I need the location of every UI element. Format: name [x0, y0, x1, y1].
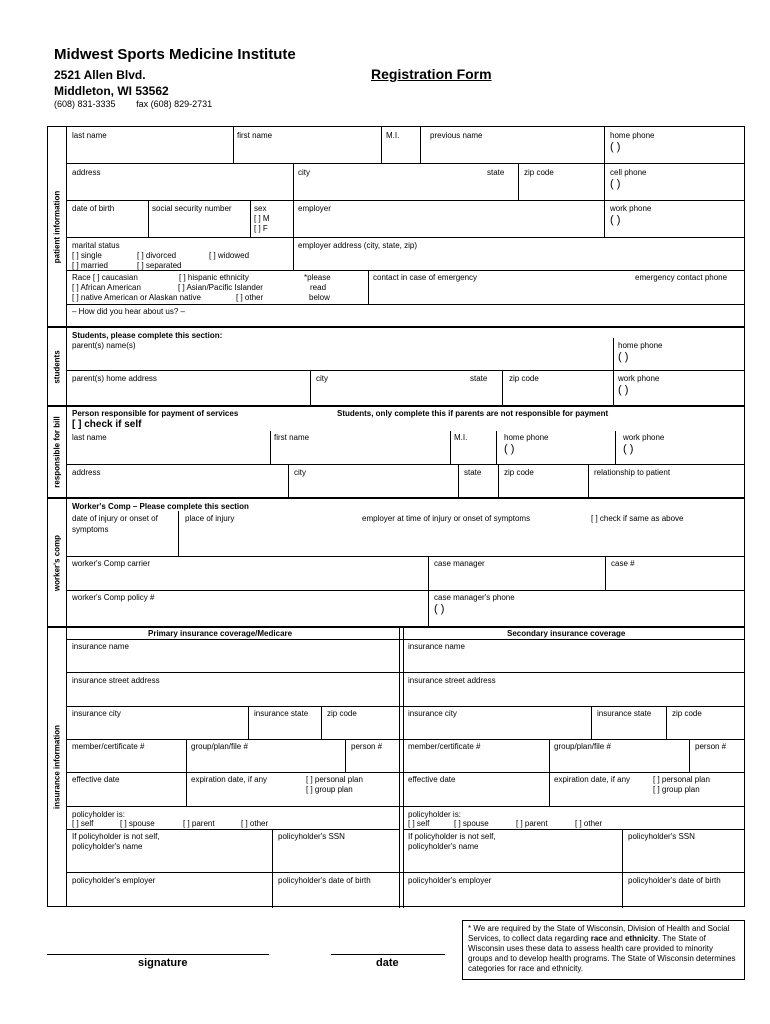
- secondary-state-field[interactable]: insurance state: [597, 709, 652, 718]
- sex-label: sex: [254, 204, 267, 213]
- primary-effective-field[interactable]: effective date: [72, 775, 120, 784]
- secondary-group-plan-checkbox[interactable]: [ ] group plan: [653, 785, 700, 794]
- injury-symptoms-label: symptoms: [72, 525, 109, 534]
- read-note: read: [310, 283, 327, 292]
- case-manager-phone-field[interactable]: case manager's phone: [434, 593, 515, 602]
- students-heading: Students, please complete this section:: [72, 331, 223, 340]
- case-manager-field[interactable]: case manager: [434, 559, 485, 568]
- bill-mi-field[interactable]: M.I.: [454, 433, 468, 442]
- billing-heading: Person responsible for payment of services: [72, 409, 239, 418]
- home-phone-paren: ( ): [610, 141, 621, 153]
- bill-city-field[interactable]: city: [294, 468, 306, 477]
- employer-at-injury-field[interactable]: employer at time of injury or onset of symptoms: [362, 514, 531, 523]
- race-ethnicity-notice: * We are required by the State of Wisconsin, Division of Health and Social Services, to collect data regarding race and ethnicity. The State of Wisconsin uses these data to assess health care provided to minority groups and to develop health programs. The State of Wisconsin determines categories for race and ethnicity.: [462, 920, 745, 980]
- primary-ph-dob-field[interactable]: policyholder's date of birth: [278, 876, 371, 885]
- parent-city-field[interactable]: city: [316, 374, 328, 383]
- primary-city-field[interactable]: insurance city: [72, 709, 121, 718]
- primary-ph-ssn-field[interactable]: policyholder's SSN: [278, 832, 345, 841]
- student-home-phone-paren: ( ): [618, 351, 629, 363]
- last-name-field[interactable]: last name: [72, 131, 107, 140]
- secondary-insurance-name-field[interactable]: insurance name: [408, 642, 465, 651]
- cell-phone-field[interactable]: cell phone: [610, 168, 647, 177]
- sex-m-checkbox[interactable]: [ ] M: [254, 214, 270, 223]
- hispanic-checkbox[interactable]: [ ] hispanic ethnicity: [179, 273, 249, 282]
- african-american-checkbox[interactable]: [ ] African American: [72, 283, 141, 292]
- employer-address-field[interactable]: employer address (city, state, zip): [298, 241, 418, 250]
- sex-f-checkbox[interactable]: [ ] F: [254, 224, 268, 233]
- bill-first-name-field[interactable]: first name: [274, 433, 310, 442]
- note-race-emphasis: race: [590, 934, 608, 943]
- city-address: Middleton, WI 53562: [54, 84, 169, 98]
- primary-self-checkbox[interactable]: [ ] self: [72, 819, 94, 828]
- secondary-member-field[interactable]: member/certificate #: [408, 742, 481, 751]
- check-if-self-checkbox[interactable]: [ ] check if self: [72, 419, 142, 430]
- bill-work-phone-paren: ( ): [623, 443, 634, 455]
- workers-comp-heading: Worker's Comp – Please complete this section: [72, 502, 249, 511]
- below-note: below: [309, 293, 330, 302]
- primary-member-field[interactable]: member/certificate #: [72, 742, 145, 751]
- married-checkbox[interactable]: [ ] married: [72, 261, 109, 270]
- date-line[interactable]: [331, 954, 445, 955]
- secondary-personal-plan-checkbox[interactable]: [ ] personal plan: [653, 775, 710, 784]
- primary-person-field[interactable]: person #: [351, 742, 383, 751]
- injury-date-field[interactable]: date of injury or onset of: [72, 514, 158, 523]
- primary-street-field[interactable]: insurance street address: [72, 676, 160, 685]
- native-american-checkbox[interactable]: [ ] native American or Alaskan native: [72, 293, 201, 302]
- secondary-street-field[interactable]: insurance street address: [408, 676, 496, 685]
- secondary-ph-name-field[interactable]: policyholder's name: [408, 842, 479, 851]
- secondary-zip-field[interactable]: zip code: [672, 709, 702, 718]
- separated-checkbox[interactable]: [ ] separated: [137, 261, 182, 270]
- case-number-field[interactable]: case #: [611, 559, 635, 568]
- single-checkbox[interactable]: [ ] single: [72, 251, 102, 260]
- home-phone-field[interactable]: home phone: [610, 131, 655, 140]
- emergency-phone-field[interactable]: emergency contact phone: [635, 273, 728, 282]
- patient-side-label: patient information: [48, 127, 67, 326]
- please-note: *please: [304, 273, 331, 282]
- students-section: [47, 327, 745, 406]
- billing-section: [47, 406, 745, 498]
- primary-if-not-self-label: If policyholder is not self,: [72, 832, 160, 841]
- primary-zip-field[interactable]: zip code: [327, 709, 357, 718]
- other-race-checkbox[interactable]: [ ] other: [236, 293, 264, 302]
- bill-home-phone-paren: ( ): [504, 443, 515, 455]
- secondary-city-field[interactable]: insurance city: [408, 709, 457, 718]
- secondary-spouse-checkbox[interactable]: [ ] spouse: [454, 819, 489, 828]
- secondary-person-field[interactable]: person #: [695, 742, 727, 751]
- parent-address-field[interactable]: parent(s) home address: [72, 374, 157, 383]
- bill-state-field[interactable]: state: [464, 468, 482, 477]
- secondary-self-checkbox[interactable]: [ ] self: [408, 819, 430, 828]
- date-label: date: [376, 957, 399, 969]
- comp-carrier-field[interactable]: worker's Comp carrier: [72, 559, 150, 568]
- marital-status-label: marital status: [72, 241, 120, 250]
- dob-field[interactable]: date of birth: [72, 204, 115, 213]
- employer-field[interactable]: employer: [298, 204, 331, 213]
- street-address: 2521 Allen Blvd.: [54, 68, 146, 82]
- city-field[interactable]: city: [298, 168, 310, 177]
- first-name-field[interactable]: first name: [237, 131, 273, 140]
- secondary-expiration-field[interactable]: expiration date, if any: [554, 775, 631, 784]
- bill-work-phone-field[interactable]: work phone: [623, 433, 665, 442]
- secondary-ph-employer-field[interactable]: policyholder's employer: [408, 876, 492, 885]
- previous-name-field[interactable]: previous name: [430, 131, 483, 140]
- signature-line[interactable]: [47, 954, 269, 955]
- comp-policy-field[interactable]: worker's Comp policy #: [72, 593, 155, 602]
- secondary-insurance-heading: Secondary insurance coverage: [507, 629, 626, 638]
- primary-other-checkbox[interactable]: [ ] other: [241, 819, 269, 828]
- mi-field[interactable]: M.I.: [386, 131, 400, 140]
- insurance-section: [47, 627, 745, 907]
- work-phone-field[interactable]: work phone: [610, 204, 652, 213]
- primary-ph-employer-field[interactable]: policyholder's employer: [72, 876, 156, 885]
- primary-ph-name-field[interactable]: policyholder's name: [72, 842, 143, 851]
- bill-home-phone-field[interactable]: home phone: [504, 433, 549, 442]
- primary-group-field[interactable]: group/plan/file #: [191, 742, 248, 751]
- primary-policyholder-label: policyholder is:: [72, 810, 125, 819]
- parent-names-field[interactable]: parent(s) name(s): [72, 341, 136, 350]
- secondary-if-not-self-label: If policyholder is not self,: [408, 832, 496, 841]
- organization-name: Midwest Sports Medicine Institute: [54, 46, 296, 63]
- primary-personal-plan-checkbox[interactable]: [ ] personal plan: [306, 775, 363, 784]
- address-field[interactable]: address: [72, 168, 101, 177]
- state-field[interactable]: state: [487, 168, 505, 177]
- parent-zip-field[interactable]: zip code: [509, 374, 539, 383]
- bill-address-field[interactable]: address: [72, 468, 101, 477]
- primary-state-field[interactable]: insurance state: [254, 709, 309, 718]
- case-manager-phone-paren: ( ): [434, 603, 445, 615]
- place-of-injury-field[interactable]: place of injury: [185, 514, 235, 523]
- parent-state-field[interactable]: state: [470, 374, 488, 383]
- secondary-policyholder-label: policyholder is:: [408, 810, 461, 819]
- race-caucasian-checkbox[interactable]: Race [ ] caucasian: [72, 273, 138, 282]
- bill-last-name-field[interactable]: last name: [72, 433, 107, 442]
- fax-number: fax (608) 829-2731: [136, 99, 213, 109]
- same-as-above-checkbox[interactable]: [ ] check if same as above: [591, 514, 684, 523]
- emergency-contact-field[interactable]: contact in case of emergency: [373, 273, 478, 282]
- ssn-field[interactable]: social security number: [152, 204, 232, 213]
- signature-label: signature: [138, 957, 188, 969]
- secondary-other-checkbox[interactable]: [ ] other: [575, 819, 603, 828]
- how-did-you-hear-field[interactable]: – How did you hear about us? –: [72, 307, 185, 316]
- secondary-ph-ssn-field[interactable]: policyholder's SSN: [628, 832, 695, 841]
- relationship-field[interactable]: relationship to patient: [594, 468, 671, 477]
- widowed-checkbox[interactable]: [ ] widowed: [209, 251, 250, 260]
- insurance-side-label: insurance information: [48, 628, 67, 906]
- primary-insurance-heading: Primary insurance coverage/Medicare: [148, 629, 293, 638]
- secondary-effective-field[interactable]: effective date: [408, 775, 456, 784]
- primary-insurance-name-field[interactable]: insurance name: [72, 642, 129, 651]
- phone-number: (608) 831-3335: [54, 99, 116, 109]
- billing-side-label: responsible for bill: [48, 407, 67, 497]
- note-ethnicity-emphasis: ethnicity: [625, 934, 658, 943]
- patient-information-section: [47, 126, 745, 327]
- students-side-label: students: [48, 328, 67, 405]
- student-work-phone-paren: ( ): [618, 384, 629, 396]
- secondary-parent-checkbox[interactable]: [ ] parent: [516, 819, 548, 828]
- primary-parent-checkbox[interactable]: [ ] parent: [183, 819, 215, 828]
- primary-spouse-checkbox[interactable]: [ ] spouse: [120, 819, 155, 828]
- secondary-group-field[interactable]: group/plan/file #: [554, 742, 611, 751]
- workers-comp-side-label: worker's comp: [48, 499, 67, 626]
- secondary-ph-dob-field[interactable]: policyholder's date of birth: [628, 876, 721, 885]
- divorced-checkbox[interactable]: [ ] divorced: [137, 251, 177, 260]
- zip-field[interactable]: zip code: [524, 168, 554, 177]
- work-phone-paren: ( ): [610, 214, 621, 226]
- bill-zip-field[interactable]: zip code: [504, 468, 534, 477]
- primary-expiration-field[interactable]: expiration date, if any: [191, 775, 268, 784]
- workers-comp-section: [47, 498, 745, 627]
- cell-phone-paren: ( ): [610, 178, 621, 190]
- student-work-phone-field[interactable]: work phone: [618, 374, 660, 383]
- phone-line: [54, 99, 212, 109]
- form-title: Registration Form: [371, 66, 492, 82]
- asian-checkbox[interactable]: [ ] Asian/Pacific Islander: [178, 283, 263, 292]
- primary-group-plan-checkbox[interactable]: [ ] group plan: [306, 785, 353, 794]
- billing-students-note: Students, only complete this if parents are not responsible for payment: [337, 409, 609, 418]
- student-home-phone-field[interactable]: home phone: [618, 341, 663, 350]
